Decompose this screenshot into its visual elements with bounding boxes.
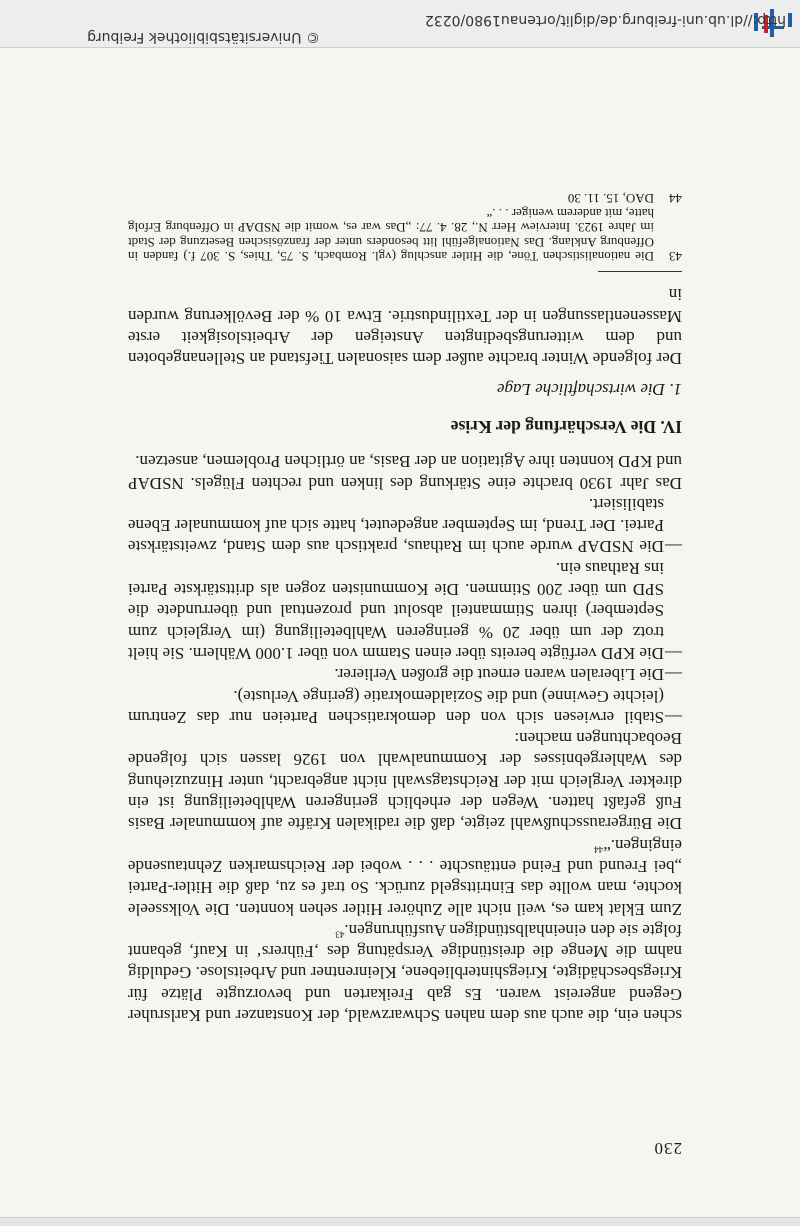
page-number: 230 [653,1139,682,1158]
footnote [128,191,682,206]
footnote-text: DAO, 15. 11. 30 [567,191,654,207]
paragraph: schen ein, die auch aus dem nahen Schwarzwald, der Konstanzer und Karlsruher Gegend angereist waren. Es gab Freikarten und bevorzugte Plätze für Kriegsbeschädigte, Kriegshinterbliebene, Kleinrentner und Arbeitslose. Geduldig nahm die Menge die dreistündige Verspätung des ‚Führers‘ in Kauf, gebannt folgte sie den eineinhalbstündigen Ausführungen.$^{43}$ [128,920,682,1025]
dash-bullet: — [665,707,682,727]
list-item: — Stabil erwiesen sich von den demokratischen Parteien nur das Zentrum (leichte Gewinne) und die Sozialdemokratie (geringe Verluste). [128,686,682,727]
footnote-text: Die nationalistischen Töne, die Hitler anschlug (vgl. Rombach, S. 75, Thies, S. 307 f.) fanden in Offenburg Anklang. Das Nationalgefühl litt besonders unter der französischen Besetzung der Stadt im Jahre 1923. Interview Herr N., 28. 4. 77: „Das war es, womit die NSDAP in Offenburg Erfolg hatte, mit anderem weniger . . .“ [128,205,654,265]
footnote-ref: 43 [335,929,345,940]
footnote-rule [598,271,682,272]
paragraph: Zum Eklat kam es, weil nicht alle Zuhörer Hitler sehen konnten. Die Volksseele kochte, man wollte das Eintrittsgeld zurück. So traf es zu, daß die Hitler-Partei „bei Freund und Feind enttäuschte . . . wobei der Reichsmarken Zehntausende eingingen.“$^{44}$ [128,835,682,919]
footnote-number: 43 [669,249,682,265]
section-heading: IV. Die Verschärfung der Krise [450,416,682,437]
dash-bullet: — [665,643,682,663]
body-text [128,191,682,1026]
paragraph: Das Jahr 1930 brachte eine Stärkung des linken und rechten Flügels. NSDAP und KPD konnten ihre Agitation an der Basis, an örtlichen Problemen, ansetzen. [128,452,682,493]
subsection-heading: 1. Die wirtschaftliche Lage [496,379,682,399]
digitization-url[interactable]: http://dl.ub.uni-freiburg.de/diglit/ortenau1980/0232 [424,12,786,28]
list-item: — Die NSDAP wurde auch im Rathaus, praktisch aus dem Stand, zweitstärkste Partei. Der Trend, im September angedeutet, hatte sich auf kommunaler Ebene stabilisiert. [128,494,682,557]
paragraph: Der folgende Winter brachte außer dem saisonalen Tiefstand an Stellenangeboten und dem witterungsbedingten Ansteigen der Arbeitslosigkeit erste Massenentlassungen in der Textilindustrie. Etwa 10 % der Bevölkerung wurden in [128,285,682,369]
footnote-number: 44 [669,191,682,207]
list-item: — Die KPD verfügte bereits über einen Stamm von über 1.000 Wählern. Sie hielt trotz der um über 20 % geringeren Wahlbeteiligung (im Vergleich zum September) ihren Stimmanteil absolut und prozentual und überrundete die SPD um über 200 Stimmen. Die Kommunisten zogen als drittstärkste Partei ins Rathaus ein. [128,558,682,663]
library-footer [0,0,800,48]
dash-bullet: — [665,665,682,685]
footnote [128,205,682,263]
dash-bullet: — [665,537,682,557]
list-item: — Die Liberalen waren erneut die großen Verlierer. [334,665,682,685]
copyright-notice: © Universitätsbibliothek Freiburg [87,29,320,45]
paragraph: Die Bürgerausschußwahl zeigte, daß die radikalen Kräfte auf kommunaler Basis Fuß gefaßt hatten. Wegen der erheblich geringeren Wahlbeteiligung ist ein direkter Vergleich mit der Reichstagswahl nicht angebracht, unter Hinzuziehung des Wahlergebnisses der Kommunalwahl von 1926 lassen sich folgende Beobachtungen machen: [128,729,682,834]
footnote-ref: 44 [594,844,604,855]
viewer-top-strip [0,1217,800,1226]
